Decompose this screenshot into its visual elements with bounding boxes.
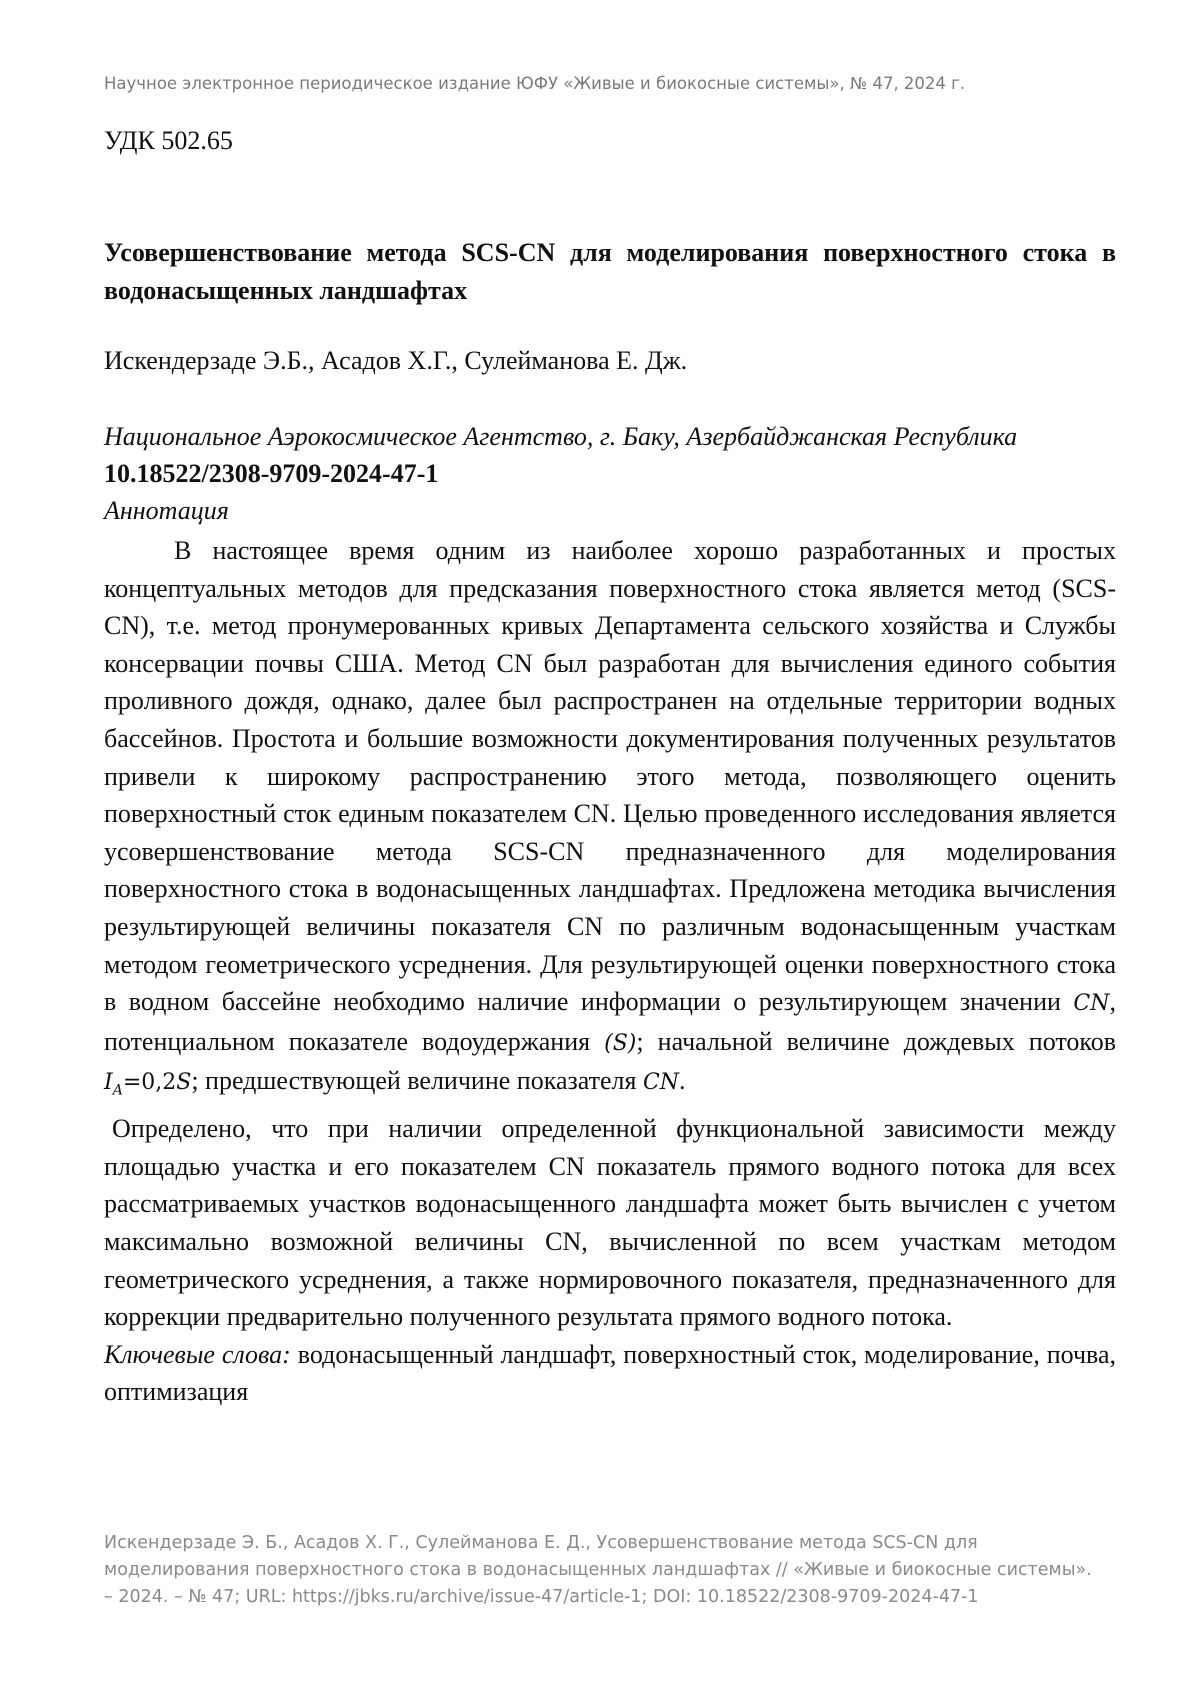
keywords-list: водонасыщенный ландшафт, поверхностный сток, моделирование, почва, оптимизация: [104, 1339, 1117, 1407]
citation-line-1: Искендерзаде Э. Б., Асадов Х. Г., Сулейманова Е. Д., Усовершенствование метода SCS-CN для: [104, 1533, 978, 1553]
formula-ia: [104, 1070, 192, 1099]
keywords-label: Ключевые слова:: [104, 1339, 291, 1369]
abstract-paragraph-1: [104, 532, 1116, 1110]
formula-ia-equals: =0,2: [122, 1070, 177, 1096]
journal-header: Научное электронное периодическое издание ЮФУ «Живые и биокосные системы», № 47, 2024 г.: [104, 74, 966, 93]
citation-footer: [104, 1530, 1114, 1611]
formula-s: (S): [604, 1030, 637, 1056]
article-authors: Искендерзаде Э.Б., Асадов Х.Г., Сулейманова Е. Дж.: [104, 346, 688, 375]
udk-code: УДК 502.65: [104, 126, 233, 155]
article-title: Усовершенствование метода SCS-CN для моделирования поверхностного стока в водонасыщенных ландшафтах: [104, 238, 1116, 305]
author-affiliation: Национальное Аэрокосмическое Агентство, г. Баку, Азербайджанская Республика: [104, 422, 1018, 451]
abstract-p1-end: .: [679, 1066, 686, 1096]
citation-line-3: – 2024. – № 47; URL: https://jbks.ru/archive/issue-47/article-1; DOI: 10.18522/2308-9709-2024-47-1: [104, 1587, 979, 1607]
abstract-p1-text: В настоящее время одним из наиболее хорошо разработанных и простых концептуальных методов для предсказания поверхностного стока является метод (SCS-CN), т.е. метод пронумерованных кривых Департамента сельского хозяйства и Службы консервации почвы США. Метод CN был разработан для вычисления единого события проливного дождя, однако, далее был распространен на отдельные территории водных бассейнов. Простота и большие возможности документирования полученных результатов привели к широкому распространению этого метода, позволяющего оценить поверхностный сток единым показателем CN. Целью проведенного исследования является усовершенствование метода SCS-CN предназначенного для моделирования поверхностного стока в водонасыщенных ландшафтах. Предложена методика вычисления результирующей величины показателя CN по различным водонасыщенным участкам методом геометрического усреднения. Для результирующей оценки поверхностного стока в водном бассейне необходимо наличие информации о результирующем значении: [104, 536, 1116, 1017]
formula-ia-symbol: I: [104, 1070, 113, 1096]
formula-cn: CN: [1073, 991, 1110, 1017]
formula-ia-subscript: A: [112, 1082, 123, 1099]
formula-ia-s: S: [176, 1070, 192, 1096]
annotation-label: Аннотация: [104, 496, 229, 525]
abstract-paragraph-2: Определено, что при наличии определенной функциональной зависимости между площадью участка и его показателем CN показатель прямого водного потока для всех рассматриваемых участков водонасыщенного ландшафта может быть вычислен с учетом максимально возможной величины CN, вычисленной по всем участкам методом геометрического усреднения, а также нормировочного показателя, предназначенного для коррекции предварительно полученного результата прямого водного потока.: [104, 1114, 1116, 1332]
abstract-body: [104, 532, 1116, 1411]
abstract-p1-after-ia: ; предшествующей величине показателя: [191, 1066, 637, 1096]
formula-cn-2: CN: [642, 1070, 680, 1096]
keywords: [104, 1336, 1116, 1411]
abstract-p1-after-s: ; начальной величине дождевых потоков: [636, 1026, 1116, 1056]
citation-line-2: моделирования поверхностного стока в водонасыщенных ландшафтах // «Живые и биокосные системы».: [104, 1560, 1092, 1580]
abstract-p1-after-cn: , потенциальном показателе водоудержания: [104, 987, 1117, 1056]
article-doi: 10.18522/2308-9709-2024-47-1: [104, 459, 439, 488]
